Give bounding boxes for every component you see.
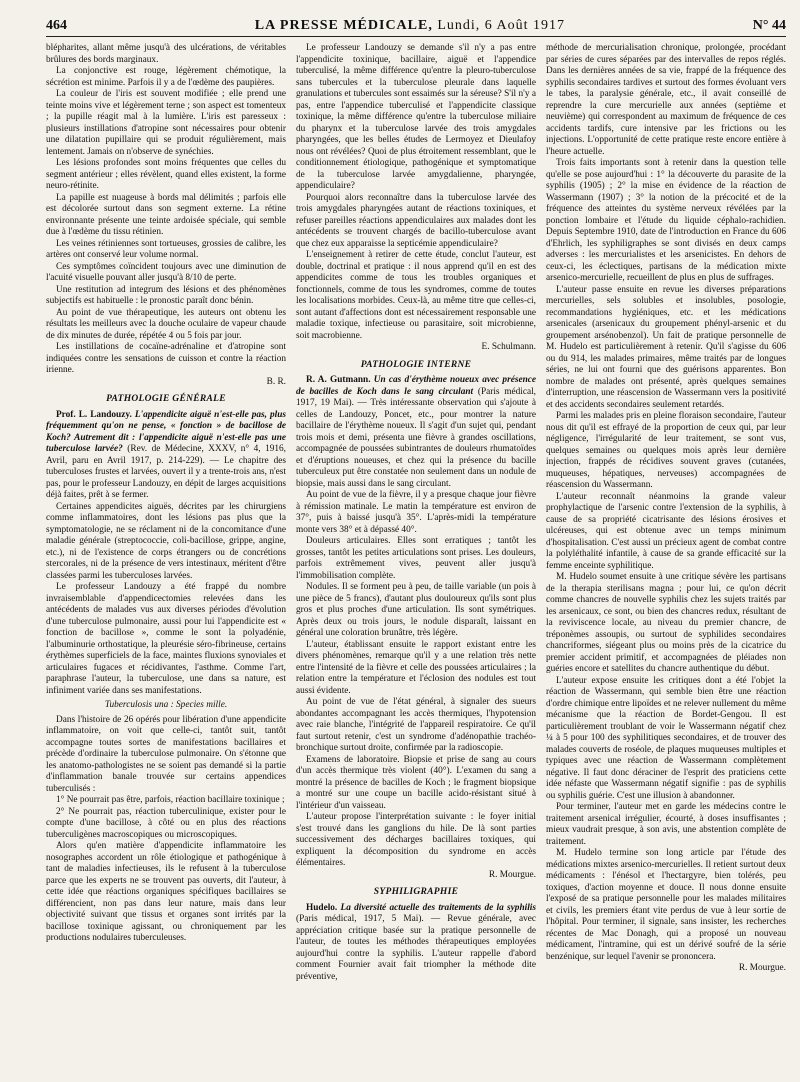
motto: Tuberculosis una : Species mille. <box>104 700 228 710</box>
paragraph: Trois faits importants sont à retenir dans la question telle qu'elle se pose aujourd'hui : 1° la découverte du parasite de la syphilis (1905) ; 2° la mise en évidence de la réaction de Wassermann (1907) ; 3° la notion de la précocité et de la fréquence des atteintes du système nerveux révélées par la ponction lombaire et l'étude du liquide céphalo-rachidien. Depuis Septembre 1910, date de l'introduction en France du 606 d'Ehrlich, les syphiligraphes se sont divisés en deux camps adverses : les mercurialistes et les arsenicistes. En dehors de ceux-ci, les éclectiques, partisans de la médication mixte arsenico-mercurielle, recueillent de plus en plus de suffrages. <box>546 158 786 283</box>
paragraph: M. Hudelo termine son long article par l'étude des médications mixtes arsenico-mercurielles. Il retient surtout deux médicaments : l'énésol et l'hectargyre, bien tolérés, peu toxiques, d'action moyenne et douce. Il nous donne ensuite l'exposé de sa pratique personnelle pour les malades militaires et civils, les premiers étant vite perdus de vue à leur sortie de l'hôpital. Pour terminer, il signale, sans insister, les recherches récentes de Mac Donagh, qui a proposé un nouveau médicament, l'intramine, qui est un dérivé soufré de la série benzénique, sur lequel l'avenir se prononcera. <box>546 848 786 962</box>
article-author: R. A. Gutmann. <box>306 375 371 385</box>
paragraph: Les veines rétiniennes sont tortueuses, grossies de calibre, les artères ont conservé leur volume normal. <box>46 238 286 260</box>
paragraph: Les lésions profondes sont moins fréquentes que celles du segment antérieur ; elles révèlent, quand elles existent, la forme neuro-rétinite. <box>46 158 286 191</box>
paragraph: 2° Ne pourrait pas, réaction tuberculinique, exister pour le compte d'une bacillose, à côté ou en plus des réactions tuberculigènes macroscopiques ou microscopiques. <box>46 806 286 840</box>
column-1 <box>46 43 286 1068</box>
paragraph: Ces symptômes coïncident toujours avec une diminution de l'acuité visuelle pouvant aller jusqu'à 8/10 de perte. <box>46 261 286 283</box>
paragraph: Certaines appendicites aiguës, décrites par les chirurgiens comme inflammatoires, dont les lésions pas plus que la symptomatologie, ne se réclament ni de la concomitance d'une maladie générale (streptococcie, coli-bacillose, grippe, angine, etc.), ni de l'existence de corps étrangers ou de concrétions stercorales, ni de la présence de vers intestinaux, méritent d'être classées parmi les tuberculoses larvées. <box>46 501 286 581</box>
article-title: Un cas d'érythème noueux avec présence de bacilles de Koch dans le sang circulant <box>296 375 536 397</box>
running-title <box>255 18 565 34</box>
page-number: 464 <box>46 18 67 33</box>
paragraph: Au point de vue de la fièvre, il y a presque chaque jour fièvre à rémission matinale. Le matin la température est environ de 37°, puis à baissé jusqu'à 35°. L'après-midi la température monte vers 38° et à dépassé 40°. <box>296 490 536 535</box>
paragraph: L'enseignement à retirer de cette étude, conclut l'auteur, est double, doctrinal et pratique : il nous apprend qu'il en est des appendicites comme de tous les troubles organiques et fonctionnels, comme de tous les syndromes, comme de toutes les localisations morbides. Ceux-là, au même titre que celles-ci, sont autant d'affections dont est nécessairement responsable une maladie toxique, infectieuse ou parasitaire, soit microbienne, soit macrobienne. <box>296 250 536 341</box>
article-author: Prof. L. Landouzy. <box>56 409 132 420</box>
article-author: Hudelo. <box>306 902 338 913</box>
paragraph: L'auteur, établissant ensuite le rapport existant entre les divers phénomènes, remarque qu'il y a une relation très nette entre l'intensité de la fièvre et celle des poussées articulaires ; la relation entre la température et l'éclosion des nodules est tout aussi évidente. <box>296 639 536 696</box>
paragraph: Dans l'histoire de 26 opérés pour libération d'une appendicite inflammatoire, on voit que celle-ci, tantôt suit, tantôt accompagne toutes sortes de manifestations bacillaires et précède d'ordinaire la tuberculose pulmonaire. On s'étonne que les anatomo-pathologistes ne se soient pas demandé si la partie d'inflammation banale trouvée sur certains appendices tuberculisés : <box>46 714 286 794</box>
paragraph: La couleur de l'iris est souvent modifiée ; elle prend une teinte moins vive et légèrement terne ; son aspect est tomenteux ; la pupille réagit mal à la lumière. L'iris est paresseux : plusieurs instillations d'atropine sont nécessaires pour obtenir une dilatation pupillaire qui se produit régulièrement, mais lentement. Jamais on n'observe de synéchies. <box>46 89 286 157</box>
section-heading: PATHOLOGIE INTERNE <box>360 359 472 370</box>
paragraph: L'auteur expose ensuite les critiques dont a été l'objet la réaction de Wassermann, qui semble bien être une réaction d'ordre chimique entre lipoïdes et ne relever nullement du même mécanisme que la réaction de Bordet-Gengou. Il est particulièrement troublant de voir le Wassermann négatif chez ¼ à 5 pour 100 des syphilitiques secondaires, et de trouver des malades couverts de roséole, de plaques muqueuses multiples et typiques avec une réaction de Wassermann complètement négative. Il faut donc déraciner de l'esprit des praticiens cette idée néfaste que Wassermann négatif signifie : pas de syphilis ou syphilis guérie. C'est une illusion à abandonner. <box>546 675 786 801</box>
paragraph: Douleurs articulaires. Elles sont erratiques ; tantôt les grosses, tantôt les petites articulations sont prises. Les douleurs, parfois extrêmement vives, peuvent aller jusqu'à l'immobilisation complète. <box>296 536 536 581</box>
paragraph: Pour terminer, l'auteur met en garde les médecins contre le traitement arsenical irrégulier, écourté, à doses insuffisantes ; mieux vaudrait presque, à son avis, une abstention complète de traitement. <box>546 802 786 847</box>
signature: B. R. <box>266 376 286 387</box>
paragraph: Alors qu'en matière d'appendicite inflammatoire les nosographes accordent un rôle étiologique et pathogénique à tant de maladies infectieuses, ils le refusent à la tuberculose parce que les experts ne se trouvent pas ouverts, dit l'auteur, à cette idée que réactions organiques spécifiques bacillaires se différencient, non pas dans leur nature, mais dans leur objectivité suivant que tissus et organes sont irrités par la bacillose toxinique agissant, ou chroniquement par les productions nodulaires tuberculeuses. <box>46 841 286 943</box>
signature: E. Schulmann. <box>481 342 536 352</box>
column-3 <box>546 43 786 1068</box>
paragraph: Le professeur Landouzy a été frappé du nombre invraisemblable d'appendicectomies relevées dans les antécédents de malades vus aux diverses périodes d'évolution d'une tuberculose pulmonaire, aussi pour lui l'appendicite est « fonction de bacillose », comme le sont la polyadénie, l'albuminurie orthostatique, la pleurésie séro-fibrineuse, certains érythèmes superficiels de la face, maintes fluxions synoviales et articulaires fugaces et récidivantes, l'asthme. Comme l'art, paraphrase l'auteur, la tuberculose, une dans sa nature, est infiniment variée dans ses manifestations. <box>46 582 286 696</box>
columns <box>46 43 786 1068</box>
section-heading: SYPHILIGRAPHIE <box>373 887 459 897</box>
paragraph: 1° Ne pourrait pas être, parfois, réaction bacillaire toxinique ; <box>56 795 285 805</box>
paragraph: L'auteur reconnaît néanmoins la grande valeur prophylactique de l'arsenic contre l'extension de la syphilis, à cause de sa propriété cicatrisante des lésions érosives et ulcéreuses, qui est obtenue avec un temps minimum d'hospitalisation. C'est aussi un précieux agent de combat contre la polyléthalité infantile, à cause de sa grande efficacité sur la femme enceinte syphilitique. <box>546 491 786 571</box>
paragraph: Au point de vue de l'état général, à signaler des sueurs abondantes accompagnant les accès thermiques, l'hypotension avec raie blanche, l'intégrité de l'appareil respiratoire. Ce qu'il faut surtout retenir, c'est un syndrome d'adénopathie trachéo-bronchique surtout droite, confirmée par la radioscopie. <box>296 697 536 753</box>
paragraph: Parmi les malades pris en pleine floraison secondaire, l'auteur nous dit qu'il est effrayé de la proportion de ceux qui, par leur négligence, l'irrégularité de leur traitement, se sont vus, quelques semaines ou quelques mois après leur dernière injection, frappés de récidives souvent graves (cutanées, muqueuses, hépatiques, nerveuses) accompagnées de réascension du Wassermann. <box>546 411 786 490</box>
signature: R. Mourgue. <box>738 963 786 973</box>
paragraph: Au point de vue thérapeutique, les auteurs ont obtenu les résultats les meilleurs avec la douche oculaire de vapeur chaude de dix minutes de durée, répétée 4 ou 5 fois par jour. <box>46 307 286 341</box>
paragraph: La conjonctive est rouge, légèrement chémotique, la sécrétion est minime. Parfois il y a de l'œdème des paupières. <box>46 66 286 88</box>
section-heading: PATHOLOGIE GÉNÉRALE <box>106 394 226 404</box>
paragraph: Pourquoi alors reconnaître dans la tuberculose larvée des trois amygdales pharyngées autant de réactions toxiniques, et refuser pareilles réactions appendiculaires aux malades dont les antécédents se trouvent chargés de bacillo-tuberculose avant que chez eux apparaisse la septicémie appendiculaire? <box>296 192 536 249</box>
paragraph: Une restitution ad integrum des lésions et des phénomènes subjectifs est habituelle : le pronostic paraît donc bénin. <box>46 284 286 306</box>
paragraph: blépharites, allant même jusqu'à des ulcérations, de véritables brûlures des bords marginaux. <box>46 43 286 65</box>
article-body: (Paris médical, 1917, 5 Mai). — Revue générale, avec appréciation critique basée sur la pratique personnelle de l'auteur, de toutes les méthodes thérapeutiques employées aujourd'hui contre la syphilis. L'auteur rappelle d'abord comment Fournier avait fait triompher la méthode dite préventive, <box>296 914 536 982</box>
journal-name: LA PRESSE MÉDICALE, <box>254 18 433 33</box>
paragraph: L'auteur passe ensuite en revue les diverses préparations mercurielles, sels solubles et insolubles, posologie, recommandations hygiéniques, etc. et les médications arsenicales (arsenicaux du groupement phényl-arsenic et du groupement arsénobenzol). Un fait de pratique personnelle de M. Hudelo est particulièrement à retenir. Qu'il s'agisse du 606 ou du 914, les malades primaires, même traités par de longues séries, ne lui ont fourni que des guérisons apparentes. Bon nombre de malades ont présenté, après quelques semaines d'interruption, une réascension de Wassermann vers la positivité et des accidents secondaires seulement retardés. <box>546 284 786 410</box>
article-body: (Paris médical, 1917, 19 Mai). — Très intéressante observation qui s'ajoute à celles de Landouzy, Poncet, etc., pour montrer la nature bacillaire de l'érythème noueux. Il s'agit d'un sujet qui, pendant trois mois et demi, présenta une fièvre à grandes oscillations, accompagnée de poussées subintrantes de douleurs rhumatoïdes et d'éruptions noueuses, et chez qui la présence du bacille tuberculeux put être constatée non seulement dans un nodule de biopsie, mais aussi dans le sang circulant. <box>296 386 536 489</box>
page-header <box>46 12 786 37</box>
issue-date: Lundi, 6 Août 1917 <box>437 18 566 33</box>
column-2 <box>296 43 536 1068</box>
article-title: La diversité actuelle des traitements de la syphilis <box>340 902 536 913</box>
paragraph: méthode de mercurialisation chronique, prolongée, procédant par séries de cures séparées par des intervalles de repos réglés. Dans les dernières années de sa vie, frappé de la fréquence des syphilis secondaires tardives et surtout des formes évoluant vers le tabes, la paralysie générale, etc., il avait conseillé de reprendre la cure mercurielle aux années (septième et neuvième) qui correspondent au maximum de fréquence de ces accidents tardifs, cure intensive par les frictions ou les injections. L'opportunité de cette pratique reste encore entière à l'heure actuelle. <box>546 43 786 157</box>
paragraph: La papille est nuageuse à bords mal délimités ; parfois elle est décolorée surtout dans son segment externe. La rétine environnante présente une teinte ardoisée spéciale, qui semble due à l'œdème du tissu rétinien. <box>46 192 286 237</box>
paragraph: Le professeur Landouzy se demande s'il n'y a pas entre l'appendicite toxinique, bacillaire, aiguë et l'appendice tuberculisé, la même différence qu'entre la pleuro-tuberculose sans tubercules et la tuberculose pleurale dans laquelle granulations et tubercules sont essaimés sur la séreuse? S'il n'y a pas, entre l'appendice tuberculisé et l'appendicite classique toxinique, la même différence qu'entre la tuberculose miliaire du pharynx et la tuberculose larvée des trois amygdales pharyngées, que les belles études de Lermoyez et Dieulafoy nous ont révélées? Quoi de plus étroitement ressemblant, que le conditionnement étiologique, pathogénique et symptomatique de la tuberculose larvée amygdalienne, pharyngée, appendiculaire? <box>296 43 536 191</box>
article-body: (Rev. de Médecine, XXXV, n° 4, 1916, Avril, paru en Avril 1917, p. 214-229). — Le chapitre des tuberculoses frustes et larvées, ouvert il y a trente-trois ans, n'est pas, pour le professeur Landouzy, en dépit de larges acquisitions déjà faites, prêt à se fermer. <box>46 444 286 500</box>
issue-number: N° 44 <box>752 18 786 33</box>
article-title: L'appendicite aiguë n'est-elle pas, plus fréquemment qu'on ne pense, « fonction » de bacillose de Koch? Autrement dit : l'appendicite aiguë n'est-elle pas une tuberculose larvée? <box>46 409 286 454</box>
paragraph: Les instillations de cocaïne-adrénaline et d'atropine sont indiquées contre les sensations de cuisson et contre la réaction irienne. <box>46 342 286 375</box>
paragraph: Nodules. Il se forment peu à peu, de taille variable (un pois à une pièce de 5 francs), d'autant plus douloureux qu'ils sont plus gros et plus proches d'une articulation. Ils sont symétriques. Après deux ou trois jours, le nodule disparaît, laissant en général une coloration brunâtre, très légère. <box>296 582 536 638</box>
paragraph: M. Hudelo soumet ensuite à une critique sévère les partisans de la therapia sterilisans magna ; pour lui, ce qu'on décrit comme chancres de nouvelle syphilis chez les sujets traités par les arsenicaux, ce sont, ou bien des chancres redux, résultant de la reviviscence locale, au niveau du premier chancre, de tréponèmes assoupis, ou surtout de syphilides secondaires chancriformes, siégeant plus ou moins près de la cicatrice du premier accident primitif, et accompagnées de pléiades non guéries encore et satellites du chancre authentique du début. <box>546 572 786 674</box>
paragraph: Examens de laboratoire. Biopsie et prise de sang au cours d'un accès thermique très violent (40°). L'examen du sang a montré la présence de bacilles de Koch ; le fragment biopsique a montré sur une coupe un bacille acido-résistant situé à l'intérieur d'un vaisseau. <box>296 754 536 811</box>
paragraph: L'auteur propose l'interprétation suivante : le foyer initial s'est trouvé dans les ganglions du hile. De là sont parties successivement des décharges bacillaires toxiques, qui expliquent la décomposition du syndrome en accès élémentaires. <box>296 812 536 868</box>
signature: R. Mourgue. <box>488 869 536 880</box>
